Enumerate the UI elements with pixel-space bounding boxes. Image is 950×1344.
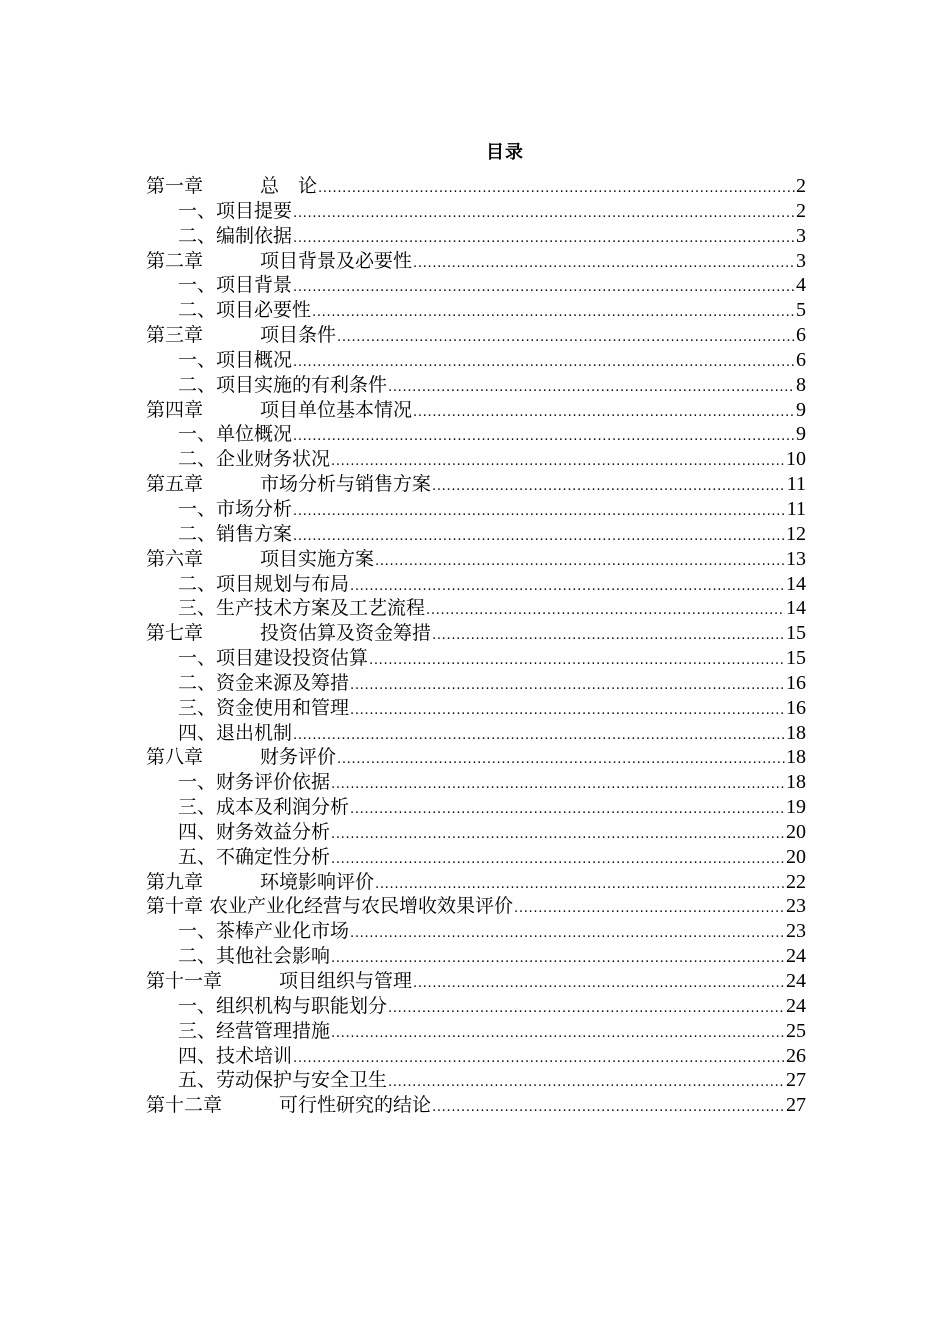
toc-dot-leader bbox=[331, 823, 785, 848]
toc-chapter-entry[interactable] bbox=[146, 1093, 806, 1118]
toc-section-entry[interactable] bbox=[146, 199, 806, 224]
toc-page-number: 19 bbox=[786, 796, 806, 819]
toc-entry-label: 一、项目概况 bbox=[178, 348, 293, 371]
toc-entry-label: 二、企业财务状况 bbox=[178, 448, 331, 471]
toc-page-number: 6 bbox=[796, 348, 806, 371]
toc-page-number: 8 bbox=[796, 373, 806, 396]
toc-dot-leader bbox=[293, 425, 795, 450]
toc-entry-label: 五、不确定性分析 bbox=[178, 845, 331, 868]
toc-dot-leader bbox=[432, 1096, 785, 1121]
toc-entry-label: 一、茶棒产业化市场 bbox=[178, 920, 350, 943]
toc-section-entry[interactable] bbox=[146, 820, 806, 845]
toc-section-entry[interactable] bbox=[146, 522, 806, 547]
toc-entry-label: 第五章 市场分析与销售方案 bbox=[146, 473, 432, 496]
toc-entry-label: 二、销售方案 bbox=[178, 522, 293, 545]
toc-entry-label: 五、劳动保护与安全卫生 bbox=[178, 1069, 388, 1092]
toc-entry-label: 三、经营管理措施 bbox=[178, 1019, 331, 1042]
toc-dot-leader bbox=[388, 997, 785, 1022]
toc-chapter-entry[interactable] bbox=[146, 547, 806, 572]
toc-entry-label: 第四章 项目单位基本情况 bbox=[146, 398, 413, 421]
toc-entry-label: 第七章 投资估算及资金筹措 bbox=[146, 622, 432, 645]
toc-page-number: 24 bbox=[786, 994, 806, 1017]
toc-dot-leader bbox=[514, 897, 785, 922]
toc-section-entry[interactable] bbox=[146, 572, 806, 597]
toc-entry-label: 第三章 项目条件 bbox=[146, 324, 337, 347]
toc-dot-leader bbox=[293, 202, 795, 227]
toc-page-number: 15 bbox=[786, 622, 806, 645]
toc-page-number: 9 bbox=[796, 398, 806, 421]
toc-dot-leader bbox=[293, 500, 786, 525]
toc-entry-label: 第十二章 可行性研究的结论 bbox=[146, 1094, 432, 1117]
toc-entry-label: 一、项目背景 bbox=[178, 274, 293, 297]
toc-section-entry[interactable] bbox=[146, 1044, 806, 1069]
toc-entry-label: 三、资金使用和管理 bbox=[178, 696, 350, 719]
toc-page-number: 14 bbox=[786, 572, 806, 595]
toc-page-number: 25 bbox=[786, 1019, 806, 1042]
toc-dot-leader bbox=[312, 301, 795, 326]
toc-page-number: 6 bbox=[796, 324, 806, 347]
toc-page-number: 11 bbox=[786, 497, 806, 520]
toc-section-entry[interactable] bbox=[146, 671, 806, 696]
toc-page-number: 23 bbox=[786, 920, 806, 943]
toc-entry-label: 四、退出机制 bbox=[178, 721, 293, 744]
toc-page-number: 12 bbox=[786, 522, 806, 545]
toc-dot-leader bbox=[337, 748, 785, 773]
toc-section-entry[interactable] bbox=[146, 596, 806, 621]
toc-section-entry[interactable] bbox=[146, 224, 806, 249]
toc-dot-leader bbox=[413, 401, 795, 426]
toc-entry-label: 三、生产技术方案及工艺流程 bbox=[178, 597, 426, 620]
toc-entry-label: 一、项目提要 bbox=[178, 199, 293, 222]
toc-dot-leader bbox=[432, 624, 785, 649]
toc-section-entry[interactable] bbox=[146, 721, 806, 746]
toc-entry-label: 四、财务效益分析 bbox=[178, 820, 331, 843]
toc-dot-leader bbox=[293, 724, 785, 749]
toc-dot-leader bbox=[388, 1071, 785, 1096]
toc-entry-label: 一、单位概况 bbox=[178, 423, 293, 446]
toc-page-number: 11 bbox=[786, 473, 806, 496]
toc-dot-leader bbox=[293, 276, 795, 301]
toc-page-number: 27 bbox=[786, 1094, 806, 1117]
toc-dot-leader bbox=[413, 252, 795, 277]
toc-section-entry[interactable] bbox=[146, 845, 806, 870]
toc-page-number: 16 bbox=[786, 696, 806, 719]
toc-page-number: 3 bbox=[796, 224, 806, 247]
toc-entry-label: 第二章 项目背景及必要性 bbox=[146, 249, 413, 272]
toc-entry-label: 第九章 环境影响评价 bbox=[146, 870, 375, 893]
toc-entry-label: 二、项目实施的有利条件 bbox=[178, 373, 388, 396]
toc-page-number: 14 bbox=[786, 597, 806, 620]
toc-dot-leader bbox=[350, 674, 785, 699]
toc-dot-leader bbox=[318, 177, 795, 202]
toc-dot-leader bbox=[426, 599, 785, 624]
toc-page-number: 3 bbox=[796, 249, 806, 272]
toc-page-number: 10 bbox=[786, 448, 806, 471]
toc-section-entry[interactable] bbox=[146, 1068, 806, 1093]
toc-entry-label: 二、资金来源及筹措 bbox=[178, 671, 350, 694]
toc-page-number: 4 bbox=[796, 274, 806, 297]
toc-chapter-entry[interactable] bbox=[146, 894, 806, 919]
toc-page-number: 16 bbox=[786, 671, 806, 694]
toc-dot-leader bbox=[337, 326, 795, 351]
toc-entry-label: 一、财务评价依据 bbox=[178, 771, 331, 794]
toc-dot-leader bbox=[413, 972, 785, 997]
toc-dot-leader bbox=[375, 550, 785, 575]
toc-page-number: 20 bbox=[786, 845, 806, 868]
toc-entry-label: 三、成本及利润分析 bbox=[178, 796, 350, 819]
toc-dot-leader bbox=[350, 699, 785, 724]
toc-chapter-entry[interactable] bbox=[146, 969, 806, 994]
toc-section-entry[interactable] bbox=[146, 422, 806, 447]
toc-section-entry[interactable] bbox=[146, 770, 806, 795]
toc-entry-label: 二、项目必要性 bbox=[178, 299, 312, 322]
toc-page-number: 24 bbox=[786, 945, 806, 968]
toc-section-entry[interactable] bbox=[146, 447, 806, 472]
toc-section-entry[interactable] bbox=[146, 373, 806, 398]
toc-page-number: 23 bbox=[786, 895, 806, 918]
toc-section-entry[interactable] bbox=[146, 497, 806, 522]
toc-chapter-entry[interactable] bbox=[146, 249, 806, 274]
toc-page-number: 24 bbox=[786, 970, 806, 992]
toc-dot-leader bbox=[331, 1022, 785, 1047]
toc-chapter-entry[interactable] bbox=[146, 323, 806, 348]
toc-title: 目录 bbox=[486, 142, 524, 163]
toc-page-number: 18 bbox=[786, 721, 806, 744]
toc-chapter-entry[interactable] bbox=[146, 398, 806, 423]
toc-page-number: 22 bbox=[786, 870, 806, 893]
toc-entry-label: 第八章 财务评价 bbox=[146, 746, 337, 769]
toc-entry-label: 第六章 项目实施方案 bbox=[146, 547, 375, 570]
toc-dot-leader bbox=[350, 922, 785, 947]
toc-page-number: 18 bbox=[786, 746, 806, 769]
toc-entry-label: 二、编制依据 bbox=[178, 224, 293, 247]
toc-section-entry[interactable] bbox=[146, 646, 806, 671]
toc-section-entry[interactable] bbox=[146, 696, 806, 721]
toc-page-number: 5 bbox=[796, 299, 806, 322]
toc-section-entry[interactable] bbox=[146, 348, 806, 373]
toc-entry-label: 第十章 农业产业化经营与农民增收效果评价 bbox=[146, 895, 514, 918]
toc-section-entry[interactable] bbox=[146, 795, 806, 820]
toc-page-number: 2 bbox=[796, 175, 806, 197]
toc-entry-label: 第一章 总 论 bbox=[146, 175, 318, 197]
toc-page-number: 13 bbox=[786, 547, 806, 570]
toc-chapter-entry[interactable] bbox=[146, 745, 806, 770]
toc-page-number: 9 bbox=[796, 423, 806, 446]
toc-dot-leader bbox=[369, 649, 785, 674]
toc-section-entry[interactable] bbox=[146, 919, 806, 944]
toc-entry-label: 二、项目规划与布局 bbox=[178, 572, 350, 595]
toc-list bbox=[146, 174, 806, 1118]
toc-page-number: 18 bbox=[786, 771, 806, 794]
toc-dot-leader bbox=[350, 798, 785, 823]
toc-entry-label: 二、其他社会影响 bbox=[178, 945, 331, 968]
toc-dot-leader bbox=[331, 848, 785, 873]
toc-chapter-entry[interactable] bbox=[146, 621, 806, 646]
toc-entry-label: 一、市场分析 bbox=[178, 497, 293, 520]
toc-dot-leader bbox=[331, 773, 785, 798]
toc-page-number: 26 bbox=[786, 1044, 806, 1067]
toc-section-entry[interactable] bbox=[146, 273, 806, 298]
toc-page-number: 15 bbox=[786, 647, 806, 670]
toc-dot-leader bbox=[432, 475, 786, 500]
toc-page-number: 20 bbox=[786, 820, 806, 843]
toc-page-number: 27 bbox=[786, 1069, 806, 1092]
toc-section-entry[interactable] bbox=[146, 298, 806, 323]
toc-section-entry[interactable] bbox=[146, 994, 806, 1019]
toc-entry-label: 一、组织机构与职能划分 bbox=[178, 994, 388, 1017]
toc-dot-leader bbox=[388, 376, 795, 401]
toc-page-number: 2 bbox=[796, 199, 806, 222]
toc-entry-label: 一、项目建设投资估算 bbox=[178, 647, 369, 670]
toc-chapter-entry[interactable] bbox=[146, 472, 806, 497]
toc-entry-label: 四、技术培训 bbox=[178, 1044, 293, 1067]
toc-section-entry[interactable] bbox=[146, 944, 806, 969]
toc-entry-label: 第十一章 项目组织与管理 bbox=[146, 970, 413, 992]
toc-chapter-entry[interactable] bbox=[146, 870, 806, 895]
toc-chapter-entry[interactable] bbox=[146, 174, 806, 199]
toc-section-entry[interactable] bbox=[146, 1019, 806, 1044]
